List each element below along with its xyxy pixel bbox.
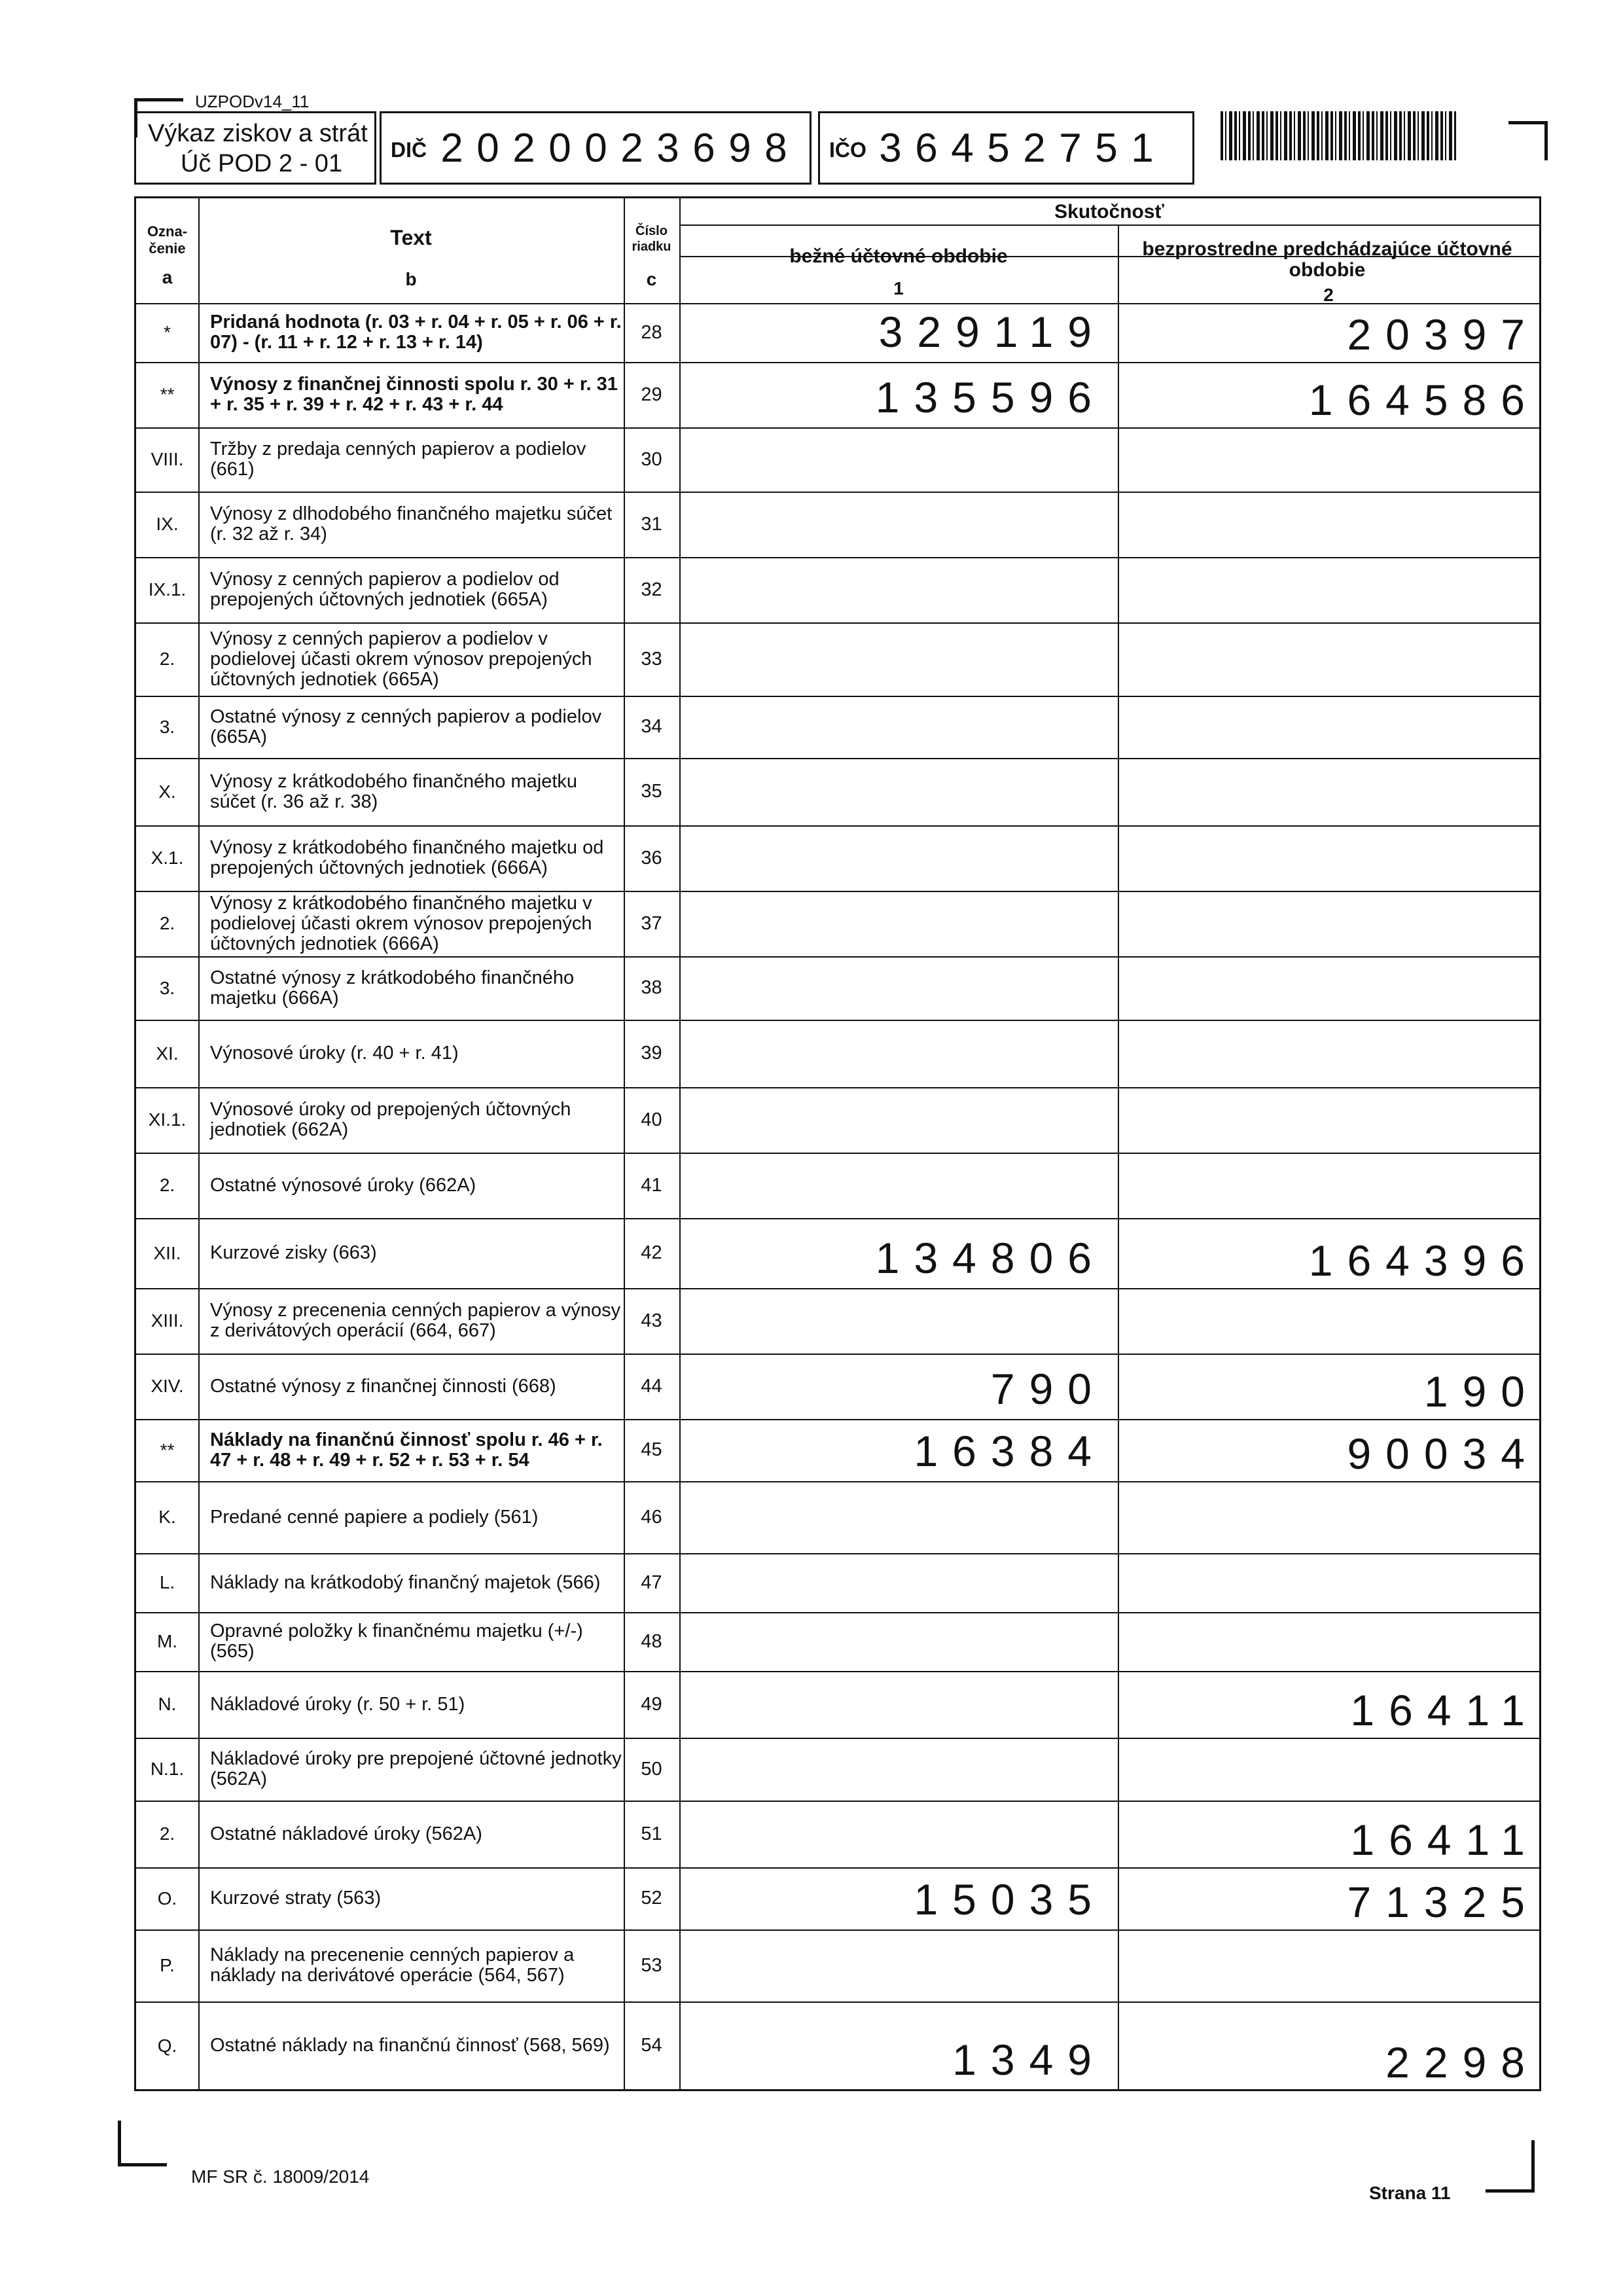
row-text: Výnosy z precenenia cenných papierov a výnosy z derivátových operácií (664, 667) xyxy=(210,1300,621,1341)
ico-digit: 5 xyxy=(987,126,1010,171)
form-subtitle: Úč POD 2 - 01 xyxy=(181,150,343,177)
dic-digit: 8 xyxy=(764,126,787,171)
row-text: Výnosy z cenných papierov a podielov v podielovej účasti okrem výnosov prepojených účtovných jednotiek (665A) xyxy=(210,628,592,690)
previous-period-value xyxy=(1118,891,1539,954)
row-text: Ostatné nákladové úroky (562A) xyxy=(210,1823,482,1844)
ico-digit: 3 xyxy=(879,126,902,171)
row-mark: * xyxy=(164,322,171,342)
current-period-value xyxy=(679,1801,1118,1862)
current-period-value xyxy=(679,1020,1118,1082)
form-code: UZPODv14_11 xyxy=(195,92,310,111)
col-header-predchadzajuce: bezprostredne predchádzajúce účtovné obdobie xyxy=(1142,238,1512,281)
row-mark: N.1. xyxy=(150,1759,185,1779)
col-header-c: c xyxy=(646,269,657,289)
row-text: Výnosové úroky (r. 40 + r. 41) xyxy=(210,1043,459,1064)
col-header-text: Text xyxy=(390,226,432,249)
current-period-value: 135596 xyxy=(875,373,1106,422)
row-text: Ostatné výnosy z krátkodobého finančného majetku (666A) xyxy=(210,967,575,1009)
current-period-value: 134806 xyxy=(875,1234,1106,1282)
corner-mark-top-right-h xyxy=(1508,121,1548,124)
row-number: 53 xyxy=(641,1954,662,1976)
previous-period-value xyxy=(1118,825,1539,888)
row-mark: VIII. xyxy=(151,449,184,469)
row-mark: X.1. xyxy=(151,848,184,868)
previous-period-value xyxy=(1118,1553,1539,1609)
row-text: Výnosy z krátkodobého finančného majetku od prepojených účtovných jednotiek (666A) xyxy=(210,837,604,878)
row-mark: XIV. xyxy=(151,1376,184,1396)
barcode xyxy=(1221,111,1456,160)
row-number: 32 xyxy=(641,579,662,600)
row-mark: 2. xyxy=(159,913,175,933)
dic-label: DIČ xyxy=(391,138,427,162)
ico-field xyxy=(818,111,1194,185)
corner-mark-bottom-left-h xyxy=(118,2163,167,2166)
current-period-value xyxy=(679,1481,1118,1548)
row-number: 51 xyxy=(641,1823,662,1844)
row-text: Náklady na precenenie cenných papierov a náklady na derivátové operácie (564, 567) xyxy=(210,1945,575,1986)
row-mark: 2. xyxy=(159,1175,175,1195)
current-period-value: 1349 xyxy=(952,2036,1106,2084)
row-number: 35 xyxy=(641,781,662,802)
dic-digit: 3 xyxy=(656,126,679,171)
row-text: Opravné položky k finančnému majetku (+/-) (565) xyxy=(210,1621,583,1662)
row-number: 45 xyxy=(641,1439,662,1460)
current-period-value: 15035 xyxy=(914,1875,1106,1924)
current-period-value xyxy=(679,891,1118,951)
previous-period-value: 190 xyxy=(1423,1367,1539,1416)
footer-reference: MF SR č. 18009/2014 xyxy=(191,2166,370,2187)
corner-mark-bottom-right-v xyxy=(1531,2140,1535,2193)
previous-period-value xyxy=(1118,758,1539,823)
previous-period-value xyxy=(1118,1738,1539,1798)
row-mark: X. xyxy=(158,781,176,802)
row-text: Náklady na finančnú činnosť spolu r. 46 + r. 47 + r. 48 + r. 49 + r. 52 + r. 53 + r. 54 xyxy=(210,1429,603,1471)
row-mark: XIII. xyxy=(151,1310,184,1331)
previous-period-value xyxy=(1118,492,1539,554)
ico-digit: 7 xyxy=(1059,126,1082,171)
current-period-value xyxy=(679,1671,1118,1732)
col-header-a: a xyxy=(162,267,173,287)
row-text: Predané cenné papiere a podiely (561) xyxy=(210,1506,539,1528)
ico-label: IČO xyxy=(829,138,866,162)
current-period-value xyxy=(679,1612,1118,1666)
dic-field xyxy=(380,111,812,185)
current-period-value xyxy=(679,1738,1118,1795)
form-title-box xyxy=(134,111,376,185)
row-mark: 3. xyxy=(159,977,175,998)
row-mark: ** xyxy=(160,1439,175,1460)
row-mark: 2. xyxy=(159,649,175,669)
previous-period-value xyxy=(1118,1087,1539,1150)
previous-period-value: 2298 xyxy=(1385,2038,1539,2087)
current-period-value: 790 xyxy=(990,1365,1106,1413)
previous-period-value: 90034 xyxy=(1347,1429,1539,1478)
row-number: 50 xyxy=(641,1758,662,1780)
row-number: 49 xyxy=(641,1693,662,1715)
current-period-value xyxy=(679,492,1118,552)
ico-digit: 2 xyxy=(1023,126,1046,171)
previous-period-value xyxy=(1118,956,1539,1017)
row-text: Pridaná hodnota (r. 03 + r. 04 + r. 05 + r. 06 + r. 07) - (r. 11 + r. 12 + r. 13 + r. 14) xyxy=(210,312,622,353)
row-divider xyxy=(136,2090,1539,2091)
previous-period-value xyxy=(1118,1481,1539,1551)
dic-digit: 0 xyxy=(584,126,607,171)
page-number: Strana 11 xyxy=(1369,2183,1451,2203)
previous-period-value: 20397 xyxy=(1347,310,1539,359)
row-number: 30 xyxy=(641,448,662,470)
row-mark: IX.1. xyxy=(148,579,187,600)
row-text: Kurzové straty (563) xyxy=(210,1888,382,1909)
previous-period-value xyxy=(1118,1612,1539,1668)
dic-digit: 2 xyxy=(440,126,463,171)
current-period-value xyxy=(679,1087,1118,1147)
previous-period-value: 71325 xyxy=(1347,1878,1539,1926)
col-header-skutocnost: Skutočnosť xyxy=(1054,201,1164,223)
previous-period-value xyxy=(1118,1153,1539,1215)
row-mark: 2. xyxy=(159,1823,175,1844)
row-text: Ostatné výnosy z cenných papierov a podielov (665A) xyxy=(210,706,602,747)
row-mark: XII. xyxy=(153,1242,181,1263)
row-text: Výnosové úroky od prepojených účtovných jednotiek (662A) xyxy=(210,1099,571,1140)
dic-digit: 6 xyxy=(692,126,715,171)
row-text: Výnosy z finančnej činnosti spolu r. 30 + r. 31 + r. 35 + r. 39 + r. 42 + r. 43 + r. 44 xyxy=(210,374,618,415)
row-text: Výnosy z cenných papierov a podielov od prepojených účtovných jednotiek (665A) xyxy=(210,569,560,610)
row-text: Výnosy z dlhodobého finančného majetku súčet (r. 32 až r. 34) xyxy=(210,503,613,545)
row-number: 48 xyxy=(641,1630,662,1652)
previous-period-value xyxy=(1118,427,1539,489)
col-header-2: 2 xyxy=(1323,285,1334,305)
row-text: Ostatné náklady na finančnú činnosť (568, 569) xyxy=(210,2035,610,2056)
dic-digit: 2 xyxy=(512,126,535,171)
previous-period-value: 16411 xyxy=(1350,1686,1539,1734)
current-period-value xyxy=(679,427,1118,486)
previous-period-value xyxy=(1118,622,1539,693)
row-number: 43 xyxy=(641,1310,662,1331)
row-number: 52 xyxy=(641,1888,662,1909)
current-period-value xyxy=(679,557,1118,617)
row-mark: XI.1. xyxy=(148,1109,187,1130)
col-header-oznacenie: Ozna- čenie xyxy=(147,223,188,257)
row-text: Výnosy z krátkodobého finančného majetku v podielovej účasti okrem výnosov prepojených účtovných jednotiek (666A) xyxy=(210,892,592,954)
current-period-value xyxy=(679,956,1118,1014)
corner-mark-top-right-v xyxy=(1544,121,1548,160)
col-header-b: b xyxy=(405,269,417,289)
col-header-cislo-riadku: Číslo riadku xyxy=(632,224,671,254)
row-mark: ** xyxy=(160,384,175,404)
row-mark: N. xyxy=(158,1694,177,1714)
current-period-value xyxy=(679,1153,1118,1213)
row-mark: M. xyxy=(156,1631,178,1651)
previous-period-value xyxy=(1118,696,1539,755)
dic-digit: 9 xyxy=(728,126,751,171)
row-number: 33 xyxy=(641,648,662,670)
ico-digit: 5 xyxy=(1095,126,1118,171)
row-text: Náklady na krátkodobý finančný majetok (566) xyxy=(210,1571,601,1593)
previous-period-value: 164396 xyxy=(1308,1236,1539,1285)
ico-digit: 4 xyxy=(951,126,974,171)
row-number: 54 xyxy=(641,2035,662,2056)
col-header-bezne: bežné účtovné obdobie xyxy=(789,245,1008,267)
row-number: 37 xyxy=(641,912,662,934)
row-number: 31 xyxy=(641,513,662,535)
income-statement-table xyxy=(134,196,1541,2091)
form-title: Výkaz ziskov a strát xyxy=(148,120,368,147)
previous-period-value xyxy=(1118,557,1539,620)
current-period-value xyxy=(679,758,1118,820)
current-period-value xyxy=(679,1288,1118,1348)
row-mark: P. xyxy=(160,1955,175,1975)
row-mark: O. xyxy=(157,1888,177,1909)
row-number: 41 xyxy=(641,1174,662,1196)
row-mark: Q. xyxy=(157,2035,177,2056)
row-number: 28 xyxy=(641,321,662,343)
row-number: 40 xyxy=(641,1109,662,1130)
col-header-1: 1 xyxy=(893,278,904,298)
row-number: 46 xyxy=(641,1506,662,1528)
previous-period-value: 16411 xyxy=(1350,1816,1539,1864)
corner-mark-bottom-right-h xyxy=(1486,2189,1535,2193)
row-mark: 3. xyxy=(159,716,175,737)
previous-period-value xyxy=(1118,1020,1539,1085)
previous-period-value xyxy=(1118,1929,1539,1999)
row-number: 44 xyxy=(641,1375,662,1397)
ico-digit: 1 xyxy=(1131,126,1154,171)
row-number: 39 xyxy=(641,1043,662,1064)
corner-mark-top-left-h xyxy=(134,98,183,101)
row-mark: XI. xyxy=(156,1043,179,1064)
current-period-value xyxy=(679,1929,1118,1996)
current-period-value xyxy=(679,1553,1118,1607)
row-number: 29 xyxy=(641,384,662,405)
ico-digit: 6 xyxy=(915,126,938,171)
dic-digits xyxy=(434,125,794,171)
row-number: 42 xyxy=(641,1242,662,1263)
dic-digit: 0 xyxy=(548,126,571,171)
row-text: Kurzové zisky (663) xyxy=(210,1242,377,1263)
row-mark: K. xyxy=(158,1507,176,1527)
ico-digits xyxy=(872,125,1160,171)
previous-period-value: 164586 xyxy=(1308,376,1539,424)
current-period-value: 16384 xyxy=(914,1427,1106,1475)
row-text: Tržby z predaja cenných papierov a podielov (661) xyxy=(210,439,586,480)
previous-period-value xyxy=(1118,1288,1539,1351)
row-text: Ostatné výnosy z finančnej činnosti (668) xyxy=(210,1375,556,1397)
row-text: Nákladové úroky pre prepojené účtovné jednotky (562A) xyxy=(210,1748,622,1789)
current-period-value xyxy=(679,622,1118,691)
corner-mark-bottom-left-v xyxy=(118,2121,121,2166)
row-mark: L. xyxy=(159,1572,175,1592)
row-mark: IX. xyxy=(156,514,179,534)
dic-digit: 0 xyxy=(476,126,499,171)
row-text: Ostatné výnosové úroky (662A) xyxy=(210,1174,476,1196)
row-number: 36 xyxy=(641,847,662,869)
current-period-value: 329119 xyxy=(878,308,1106,356)
row-number: 34 xyxy=(641,716,662,737)
current-period-value xyxy=(679,696,1118,753)
row-number: 47 xyxy=(641,1571,662,1593)
row-text: Nákladové úroky (r. 50 + r. 51) xyxy=(210,1693,465,1715)
header-divider xyxy=(679,224,1539,226)
row-number: 38 xyxy=(641,977,662,998)
row-text: Výnosy z krátkodobého finančného majetku súčet (r. 36 až r. 38) xyxy=(210,770,578,812)
current-period-value xyxy=(679,825,1118,886)
dic-digit: 2 xyxy=(620,126,643,171)
